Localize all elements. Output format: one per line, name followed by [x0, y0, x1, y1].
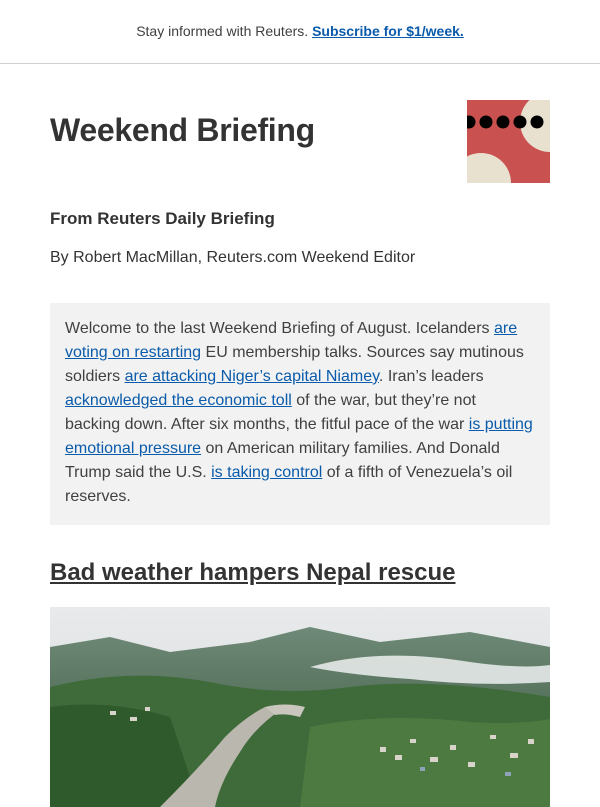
intro-text: Welcome to the last Weekend Briefing of August. Icelanders — [65, 320, 494, 337]
intro-text: EU membership talks. Sources say mutinous soldiers — [65, 344, 524, 385]
intro-link-iran[interactable]: acknowledged the economic toll — [65, 392, 292, 409]
story-headline — [50, 559, 550, 587]
subscribe-banner — [0, 0, 600, 64]
byline: By Robert MacMillan, Reuters.com Weekend Editor — [50, 249, 416, 266]
page-title: Weekend Briefing — [50, 112, 315, 148]
logo-graphic — [467, 100, 550, 183]
intro-text: on American military families. And Donald Trump said the U.S. — [65, 440, 500, 481]
dots-semicircle-logo-icon — [467, 100, 550, 183]
intro-text: of a fifth of Venezuela’s oil reserves. — [65, 464, 513, 505]
intro-link-venezuela[interactable]: is taking control — [211, 464, 323, 481]
story-photo-graphic — [50, 607, 550, 807]
source-label: From Reuters Daily Briefing — [50, 209, 275, 228]
newsletter-header — [50, 64, 550, 184]
subscribe-link[interactable]: Subscribe for $1/week. — [312, 23, 464, 39]
mountain-valley-photo[interactable] — [50, 607, 550, 807]
intro-text: of the war, but they’re not backing down. After six months, the fitful pace of the war — [65, 392, 476, 433]
story-headline-link[interactable]: Bad weather hampers Nepal rescue — [50, 559, 456, 586]
intro-link-niger[interactable]: are attacking Niger’s capital Niamey — [124, 368, 379, 385]
intro-text: . Iran’s leaders — [378, 368, 484, 385]
intro-box — [50, 303, 550, 525]
intro-link-iceland[interactable]: are voting on restarting — [65, 320, 518, 361]
subscribe-banner-text: Stay informed with Reuters. — [136, 23, 309, 39]
intro-link-military-families[interactable]: is putting emotional pressure — [65, 416, 533, 457]
